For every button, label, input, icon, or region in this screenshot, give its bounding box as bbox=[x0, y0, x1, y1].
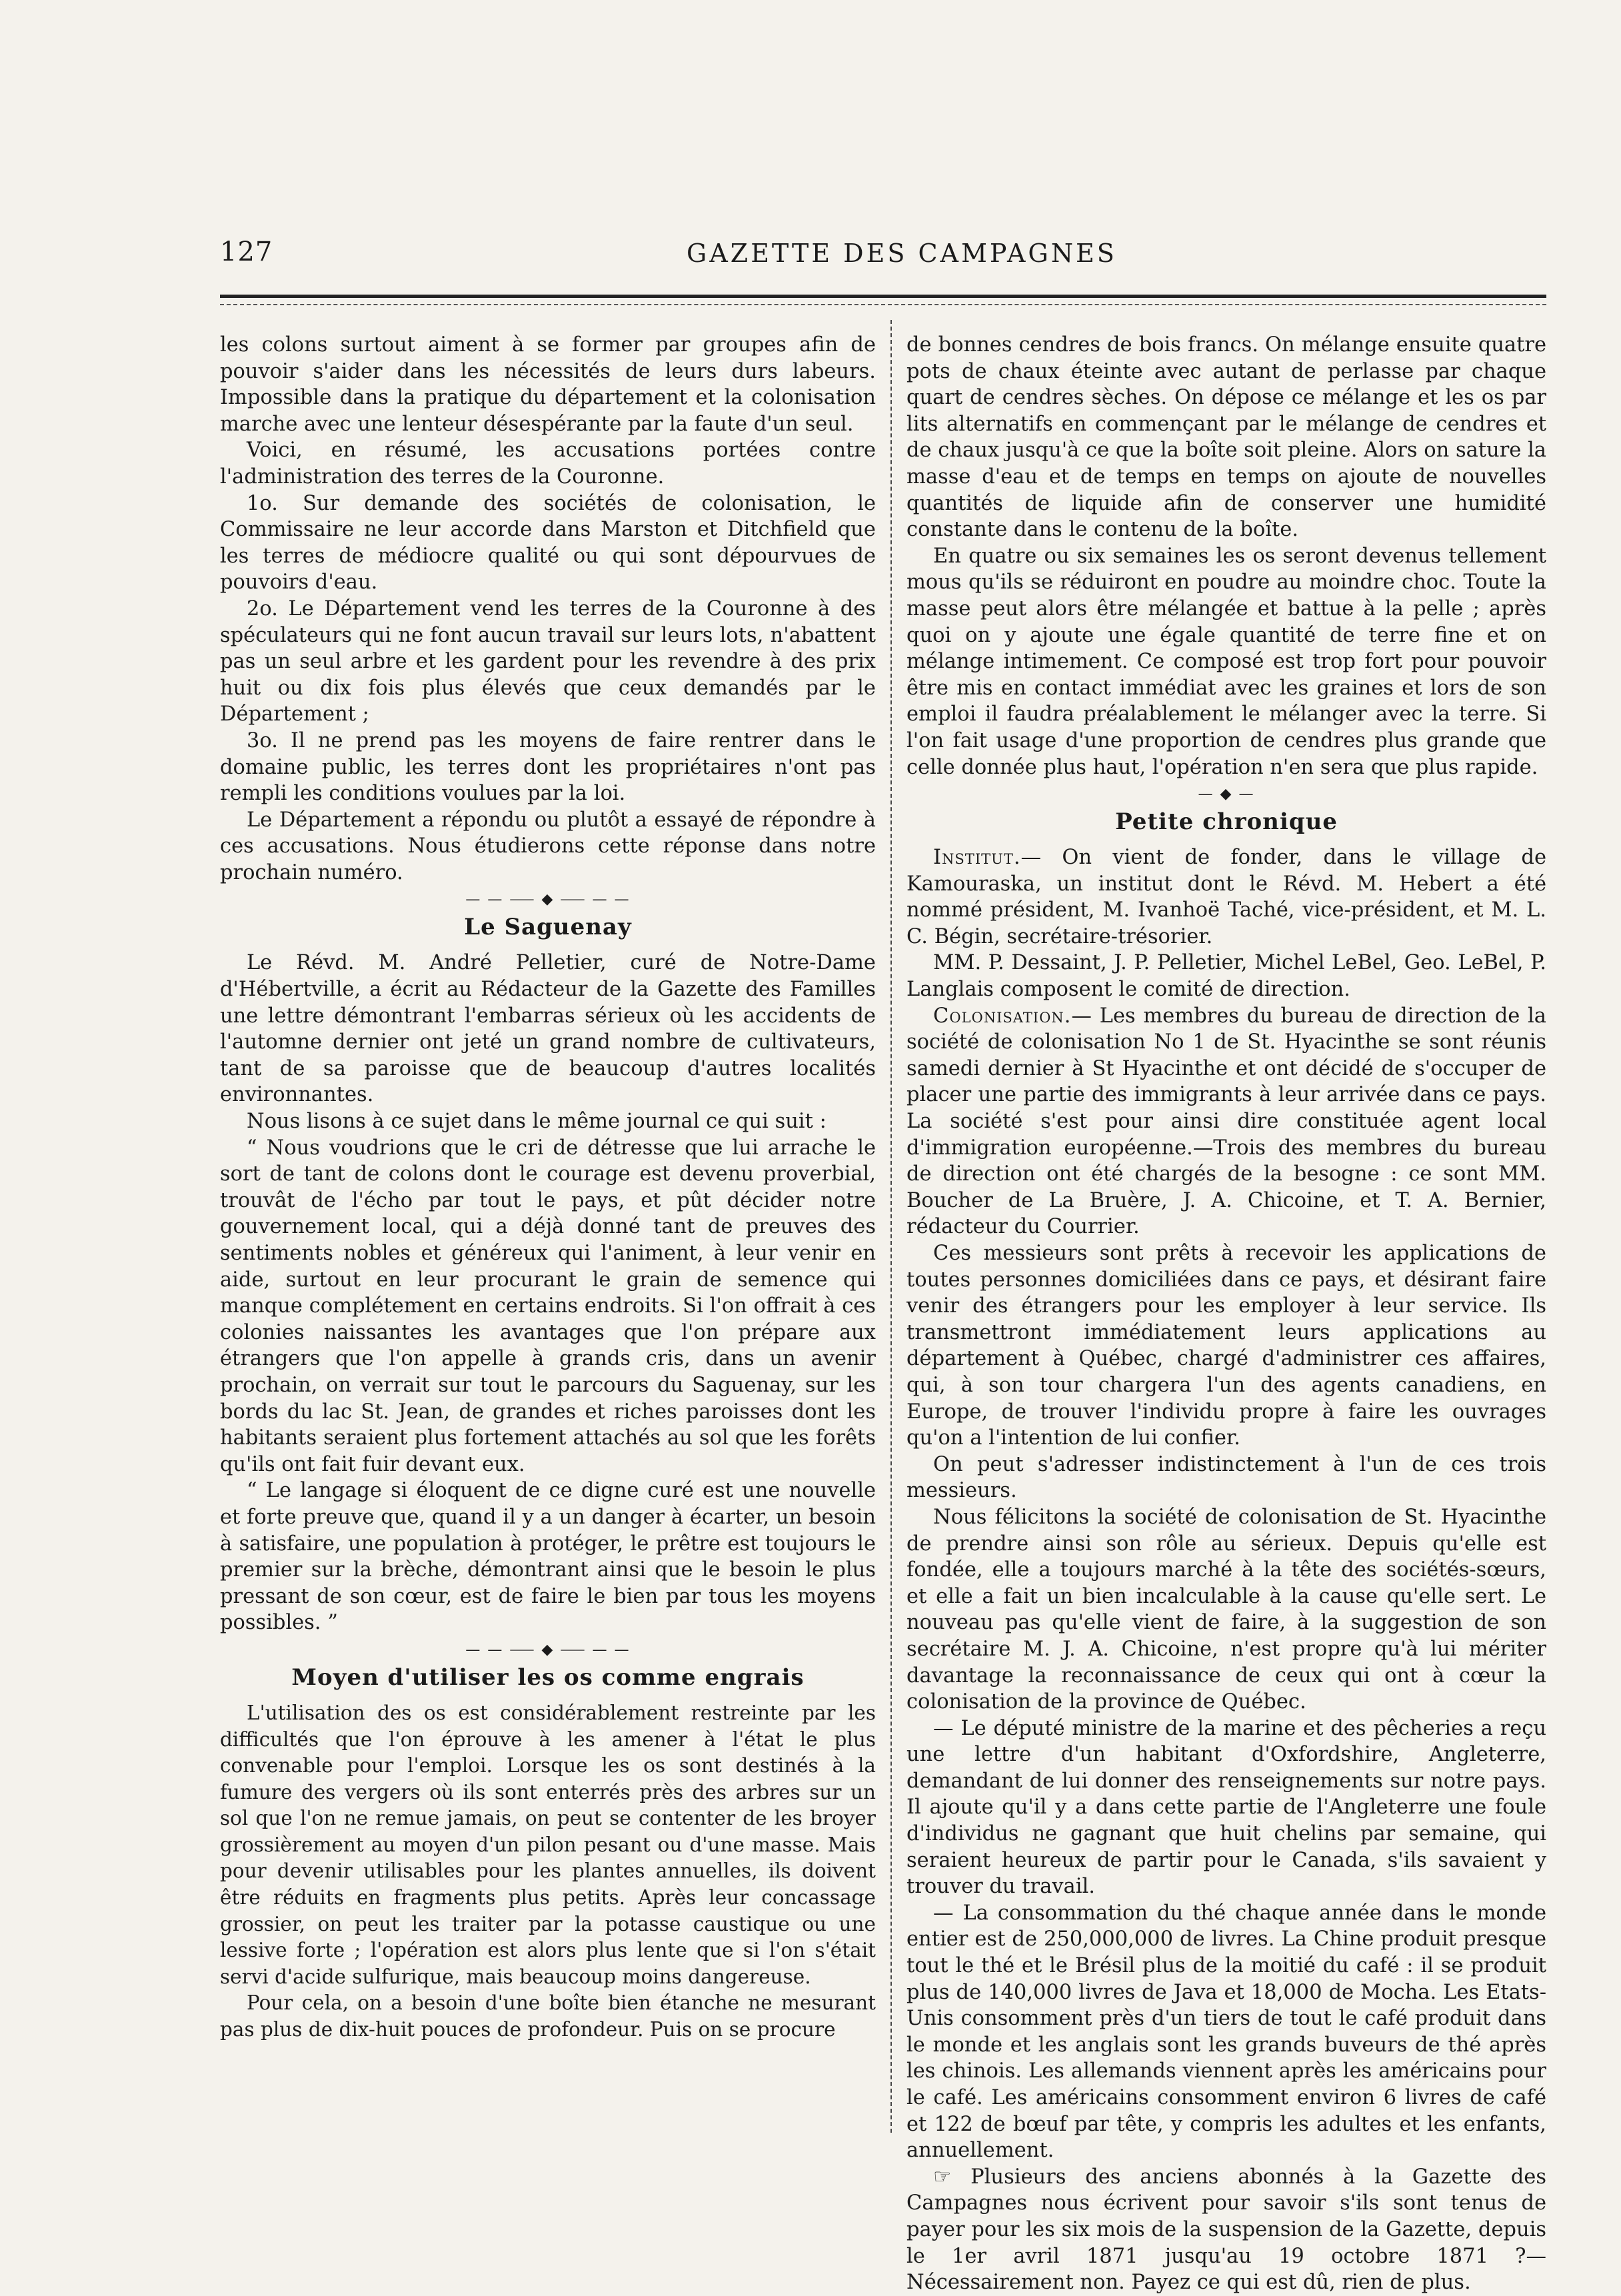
item-label: Institut. bbox=[933, 846, 1021, 870]
left-column bbox=[220, 332, 876, 2145]
right-column bbox=[906, 332, 1546, 2295]
section-ornament: — ◆ — bbox=[1198, 786, 1255, 803]
paragraph: L'utilisation des os est considérablement restreinte par les difficultés que l'on éprouve à les amener à l'état le plus convenable pour l'emploi. Lorsque les os sont destinés à la fumure des vergers où ils sont enterrés près des arbres sur un sol que l'on ne remue jamais, on peut se contenter de les broyer grossièrement au moyen d'un pilon pesant ou d'une masse. Mais pour devenir utilisables pour les plantes annuelles, ils doivent être réduits en fragments plus petits. Après leur concassage grossier, on peut les traiter par la potasse caustique ou une lessive forte ; l'opération est alors plus lente que si l'on s'était servi d'acide sulfurique, mais beaucoup moins dangereuse. bbox=[220, 1701, 876, 1988]
item-label: Colonisation. bbox=[933, 1004, 1072, 1028]
section-title-chronique: Petite chronique bbox=[1115, 808, 1338, 836]
paragraph: de bonnes cendres de bois francs. On mélange ensuite quatre pots de chaux éteinte avec autant de perlasse par chaque quart de cendres sèches. On dépose ce mélange et les os par lits alternatifs en commençant par le mélange de cendres et de chaux jusqu'à ce que la boîte soit pleine. Alors on sature la masse d'eau et de temps en temps on ajoute de nouvelles quantités de liquide afin de conserver une humidité constante dans le contenu de la boîte. bbox=[906, 333, 1546, 542]
chronique-item bbox=[906, 1003, 1546, 1240]
paragraph: les colons surtout aiment à se former par groupes afin de pouvoir s'aider dans les nécessités de leurs durs labeurs. Impossible dans la pratique du département et la colonisation marche avec une lenteur désespérante par la faute d'un seul. bbox=[220, 333, 876, 436]
paragraph: Nous lisons à ce sujet dans le même journal ce qui suit : bbox=[247, 1110, 826, 1134]
paragraph: 1o. Sur demande des sociétés de colonisation, le Commissaire ne leur accorde dans Marston et Ditchfield que les terres de médiocre qualité ou qui sont dépourvues de pouvoirs d'eau. bbox=[220, 491, 876, 594]
paragraph: 2o. Le Département vend les terres de la Couronne à des spéculateurs qui ne font aucun travail sur leurs lots, n'abattent pas un seul arbre et les gardent pour les revendre à des prix huit ou dix fois plus élevés que ceux demandés par le Département ; bbox=[220, 596, 876, 726]
paragraph: 3o. Il ne prend pas les moyens de faire rentrer dans le domaine public, les terres dont les propriétaires n'ont pas rempli les conditions voulues par la loi. bbox=[220, 728, 876, 806]
section-ornament: — — ⸺ ◆ ⸺ — — bbox=[465, 1641, 631, 1658]
paragraph: Le Révd. M. André Pelletier, curé de Notre-Dame d'Hébertville, a écrit au Rédacteur de la Gazette des Familles une lettre démontrant l'embarras sérieux où les accidents de l'automne dernier ont jeté un grand nombre de cultivateurs, tant de sa paroisse que de beaucoup d'autres localités environnantes. bbox=[220, 951, 876, 1107]
paragraph: Voici, en résumé, les accusations portées contre l'administration des terres de la Couronne. bbox=[220, 439, 876, 489]
paragraph: On peut s'adresser indistinctement à l'un de ces trois messieurs. bbox=[906, 1452, 1546, 1503]
paragraph: Pour cela, on a besoin d'une boîte bien étanche ne mesurant pas plus de dix-huit pouces de profondeur. Puis on se procure bbox=[220, 1991, 876, 2041]
item-text: — On vient de fonder, dans le village de Kamouraska, un institut dont le Révd. M. Hebert a été nommé président, M. Ivanhoë Taché, vice-président, et M. L. C. Bégin, secrétaire-trésorier. bbox=[906, 846, 1546, 948]
running-title: GAZETTE DES CAMPAGNES bbox=[687, 239, 1117, 268]
chronique-item bbox=[906, 844, 1546, 950]
header-rule-dashed bbox=[220, 304, 1546, 305]
paragraph: En quatre ou six semaines les os seront devenus tellement mous qu'ils se réduiront en poudre au moindre choc. Toute la masse peut alors être mélangée et battue à la pelle ; après quoi on y ajoute une égale quantité de terre fine et on mélange intimement. Ce composé est trop fort pour pouvoir être mis en contact immédiat avec les graines et lors de son emploi il faudra préalablement le mélanger avec la terre. Si l'on fait usage d'une proportion de cendres plus grande que celle donnée plus haut, l'opération n'en sera que plus rapide. bbox=[906, 544, 1546, 779]
paragraph: “ Le langage si éloquent de ce digne curé est une nouvelle et forte preuve que, quand il y a un danger à écarter, un besoin à satisfaire, une population à protéger, le prêtre est toujours le premier sur la brèche, démontrant ainsi que le besoin le plus pressant de son cœur, est de faire le bien par tous les moyens possibles. ” bbox=[220, 1479, 876, 1635]
paragraph: — La consommation du thé chaque année dans le monde entier est de 250,000,000 de livres. La Chine produit presque tout le thé et le Brésil plus de la moitié du café : il se produit plus de 140,000 livres de Java et 18,000 de Mocha. Les Etats-Unis consomment près d'un tiers de tout le café produit dans le monde et les anglais sont les grands buveurs de thé après les chinois. Les allemands viennent après les américains pour le café. Les américains consomment environ 6 livres de café et 122 de bœuf par tête, y compris les adultes et les enfants, annuellement. bbox=[906, 1901, 1546, 2163]
section-ornament: — — ⸺ ◆ ⸺ — — bbox=[465, 891, 631, 908]
paragraph: ☞ Plusieurs des anciens abonnés à la Gazette des Campagnes nous écrivent pour savoir s'ils sont tenus de payer pour les six mois de la suspension de la Gazette, depuis le 1er avril 1871 jusqu'au 19 octobre 1871 ?—Nécessairement non. Payez ce qui est dû, rien de plus. bbox=[906, 2165, 1546, 2295]
column-divider bbox=[890, 320, 892, 2133]
paragraph: Le Département a répondu ou plutôt a essayé de répondre à ces accusations. Nous étudierons cette réponse dans notre prochain numéro. bbox=[220, 808, 876, 884]
section-title-saguenay: Le Saguenay bbox=[464, 914, 632, 941]
section-title-os: Moyen d'utiliser les os comme engrais bbox=[291, 1664, 805, 1691]
paragraph: — Le député ministre de la marine et des pêcheries a reçu une lettre d'un habitant d'Oxfordshire, Angleterre, demandant de lui donner des renseignements sur notre pays. Il ajoute qu'il y a dans cette partie de l'Angleterre une foule d'individus ne gagnant que huit chelins par semaine, qui seraient heureux de partir pour le Canada, s'ils savaient y trouver du travail. bbox=[906, 1716, 1546, 1899]
paragraph: Ces messieurs sont prêts à recevoir les applications de toutes personnes domiciliées dans ce pays, et désirant faire venir des étrangers pour les employer à leur service. Ils transmettront immédiatement leurs applications au département à Québec, chargé d'administrer ces affaires, qui, à son tour chargera l'un des agents canadiens, en Europe, de trouver l'individu propre à faire les ouvrages qu'on a l'intention de lui confier. bbox=[906, 1242, 1546, 1450]
header-rule bbox=[220, 295, 1546, 298]
paragraph: “ Nous voudrions que le cri de détresse que lui arrache le sort de tant de colons dont le courage est devenu proverbial, trouvât de l'écho par tout le pays, et pût décider notre gouvernement local, qui a déjà donné tant de preuves des sentiments nobles et généreux qui l'animent, à leur venir en aide, surtout en leur procurant le grain de semence qui manque complétement en certains endroits. Si l'on offrait à ces colonies naissantes les avantages que l'on prépare aux étrangers que l'on appelle à grands cris, dans un avenir prochain, on verrait sur tout le parcours du Saguenay, sur les bords du lac St. Jean, de grandes et riches paroisses dont les habitants seraient plus fortement attachés au sol que les forêts qu'ils ont fait fuir devant eux. bbox=[220, 1136, 876, 1476]
paragraph: MM. P. Dessaint, J. P. Pelletier, Michel LeBel, Geo. LeBel, P. Langlais composent le comité de direction. bbox=[906, 951, 1546, 1002]
item-text: — Les membres du bureau de direction de la société de colonisation No 1 de St. Hyacinthe se sont réunis samedi dernier à St Hyacinthe et ont décidé de s'occuper de placer une partie des immigrants à leur arrivée dans ce pays. La société s'est pour ainsi dire constituée agent local d'immigration européenne.—Trois des membres du bureau de direction ont été chargés de la besogne : ce sont MM. Boucher de La Bruère, J. A. Chicoine, et T. A. Bernier, rédacteur du Courrier. bbox=[906, 1004, 1546, 1239]
paragraph: Nous félicitons la société de colonisation de St. Hyacinthe de prendre ainsi son rôle au sérieux. Depuis qu'elle est fondée, elle a toujours marché à la tête des sociétés-sœurs, et elle a fait un bien incalculable à la cause qu'elle sert. Le nouveau pas qu'elle vient de faire, à la suggestion de son secrétaire M. J. A. Chicoine, n'est propre qu'à lui mériter davantage la reconnaissance de ceux qui ont à cœur la colonisation de la province de Québec. bbox=[906, 1505, 1546, 1714]
page-number: 127 bbox=[220, 237, 273, 267]
